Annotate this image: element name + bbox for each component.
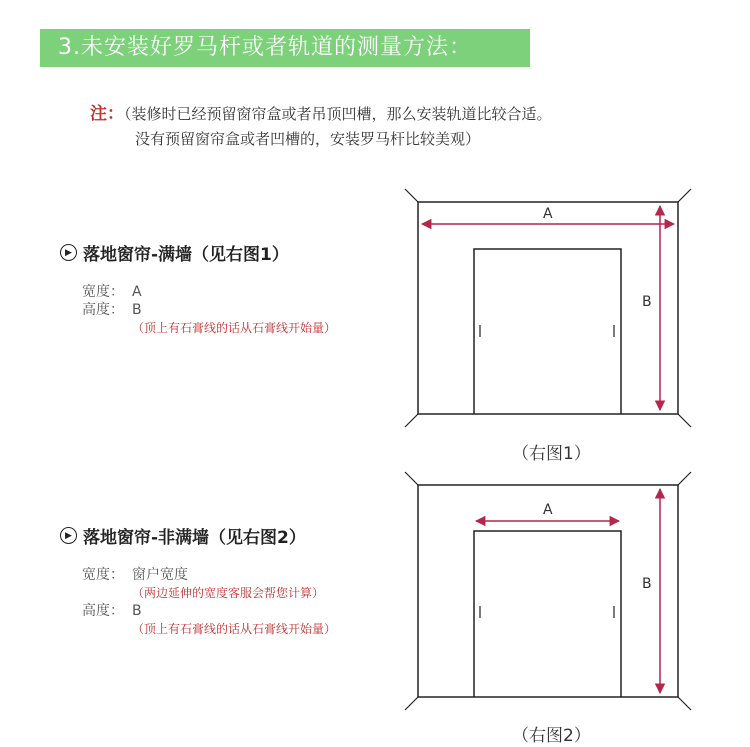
width-value: A [132, 284, 142, 300]
figure-1-diagram [405, 189, 691, 427]
width-value: 窗户宽度 [132, 567, 188, 583]
window-outline [474, 249, 621, 414]
note-label: 注： [90, 104, 124, 124]
height-key: 高度： [82, 302, 124, 318]
section-2-title: 落地窗帘-非满墙（见右图2） [83, 528, 306, 548]
height-key: 高度： [82, 603, 124, 619]
figure-1-caption: （右图1） [512, 444, 591, 464]
note-line-1: （装修时已经预留窗帘盒或者吊顶凹槽，那么安装轨道比较合适。 [124, 105, 552, 123]
figure-2-caption: （右图2） [512, 726, 591, 746]
height-note: （顶上有石膏线的话从石膏线开始量） [132, 622, 337, 636]
note-line-2: 没有预留窗帘盒或者凹槽的，安装罗马杆比较美观） [135, 130, 481, 148]
height-note: （顶上有石膏线的话从石膏线开始量） [132, 321, 337, 335]
arrow-right-icon: ▶ [60, 244, 77, 261]
figure-2-diagram [405, 472, 691, 710]
arrow-right-icon: ▶ [60, 527, 77, 544]
window-outline [474, 531, 621, 697]
label-b: B [642, 294, 652, 310]
height-value: B [132, 603, 142, 619]
label-b: B [642, 576, 652, 592]
section-1-title: 落地窗帘-满墙（见右图1） [83, 245, 289, 265]
width-note: （两边延伸的宽度客服会帮您计算） [132, 586, 325, 600]
label-a: A [543, 206, 553, 222]
width-key: 宽度： [82, 284, 124, 300]
label-a: A [543, 502, 553, 518]
wall-outline [418, 202, 678, 414]
width-key: 宽度： [82, 567, 124, 583]
height-value: B [132, 302, 142, 318]
section-banner: 3.未安装好罗马杆或者轨道的测量方法： [40, 29, 530, 67]
